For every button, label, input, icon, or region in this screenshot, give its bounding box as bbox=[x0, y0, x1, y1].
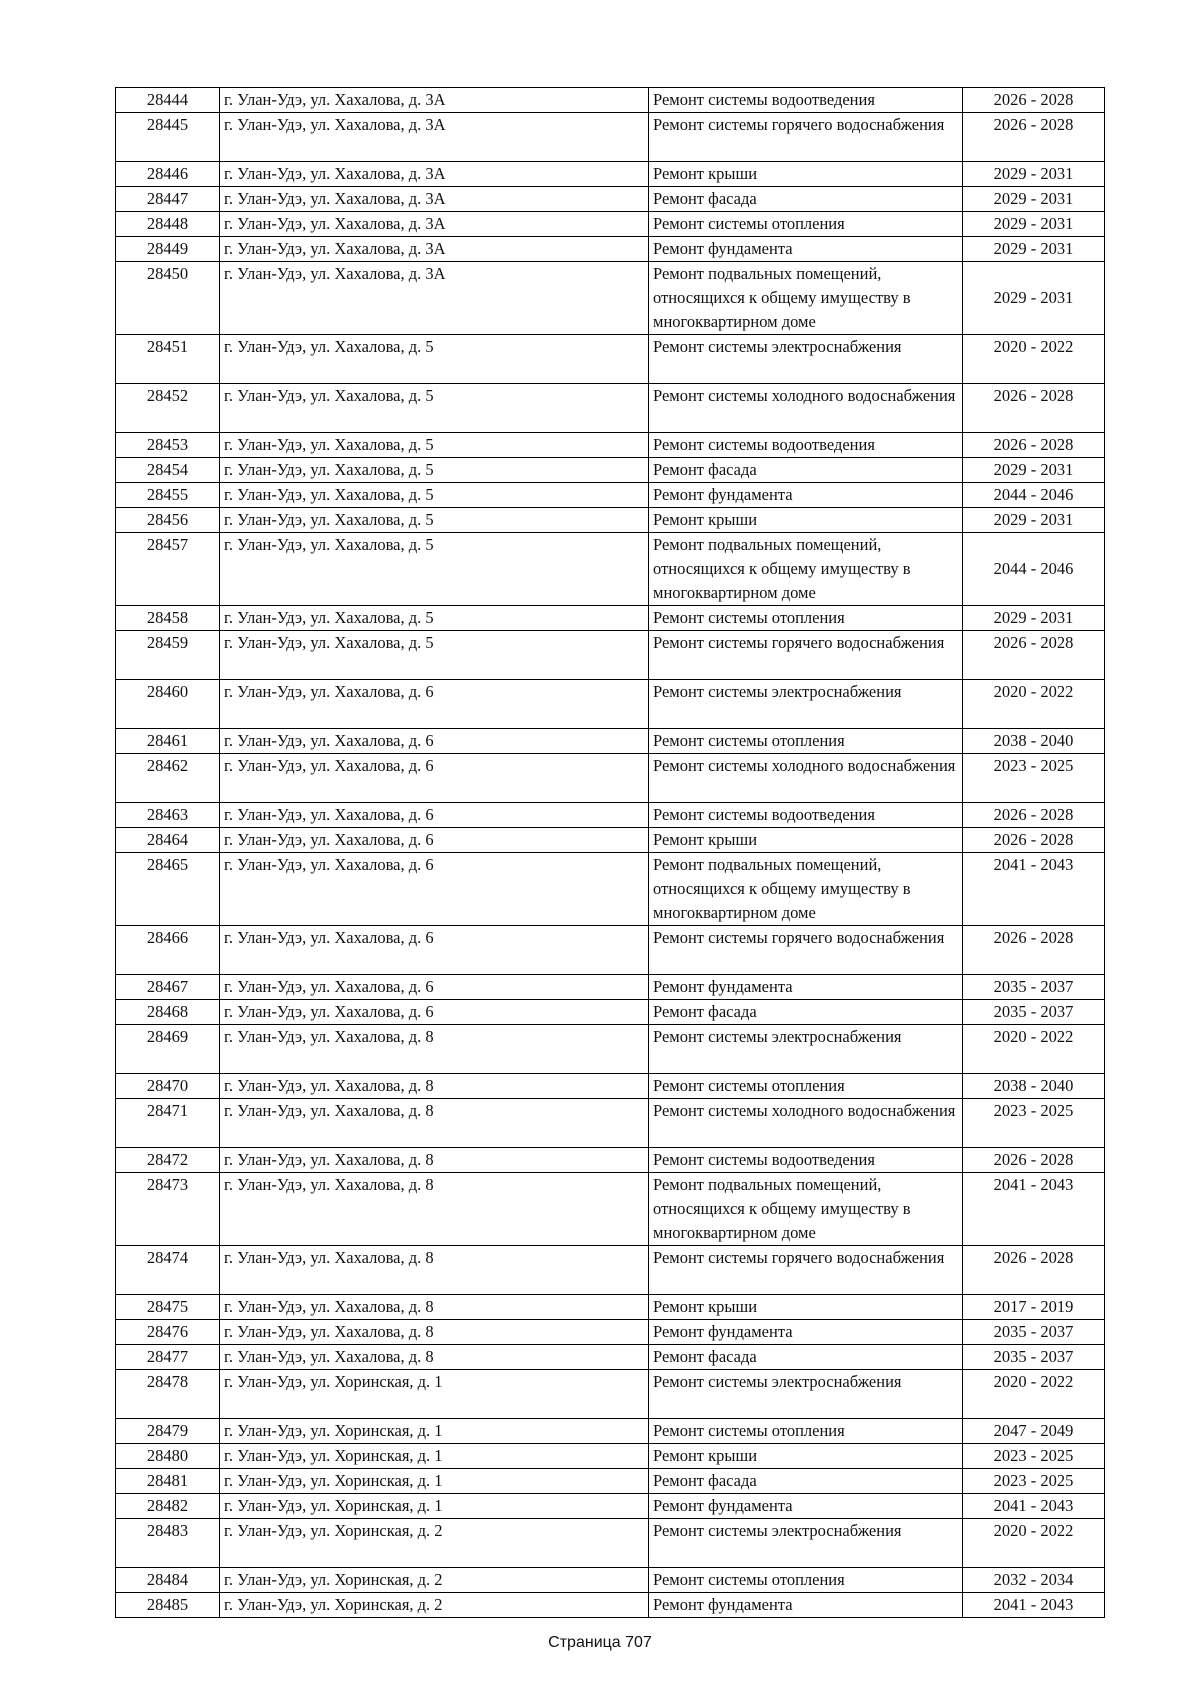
address-cell: г. Улан-Удэ, ул. Хоринская, д. 1 bbox=[220, 1444, 649, 1469]
period-cell: 2029 - 2031 bbox=[963, 458, 1105, 483]
address-cell: г. Улан-Удэ, ул. Хахалова, д. 6 bbox=[220, 926, 649, 975]
address-cell: г. Улан-Удэ, ул. Хахалова, д. 6 bbox=[220, 828, 649, 853]
period-cell: 2023 - 2025 bbox=[963, 1444, 1105, 1469]
table-row bbox=[116, 483, 1105, 508]
table-row bbox=[116, 335, 1105, 384]
row-number-cell: 28453 bbox=[116, 433, 220, 458]
table-row bbox=[116, 508, 1105, 533]
table-row bbox=[116, 384, 1105, 433]
row-number-cell: 28462 bbox=[116, 754, 220, 803]
period-cell: 2029 - 2031 bbox=[963, 508, 1105, 533]
table-row bbox=[116, 803, 1105, 828]
address-cell: г. Улан-Удэ, ул. Хоринская, д. 2 bbox=[220, 1568, 649, 1593]
table-row bbox=[116, 1444, 1105, 1469]
address-cell: г. Улан-Удэ, ул. Хахалова, д. 8 bbox=[220, 1074, 649, 1099]
period-cell: 2020 - 2022 bbox=[963, 335, 1105, 384]
work-type-cell: Ремонт системы отопления bbox=[649, 212, 963, 237]
table-row bbox=[116, 162, 1105, 187]
row-number-cell: 28449 bbox=[116, 237, 220, 262]
row-number-cell: 28461 bbox=[116, 729, 220, 754]
period-cell: 2026 - 2028 bbox=[963, 113, 1105, 162]
row-number-cell: 28455 bbox=[116, 483, 220, 508]
address-cell: г. Улан-Удэ, ул. Хахалова, д. 6 bbox=[220, 754, 649, 803]
work-type-cell: Ремонт системы отопления bbox=[649, 1568, 963, 1593]
work-type-cell: Ремонт крыши bbox=[649, 1295, 963, 1320]
work-type-cell: Ремонт системы водоотведения bbox=[649, 88, 963, 113]
table-row bbox=[116, 1593, 1105, 1618]
work-type-cell: Ремонт системы холодного водоснабжения bbox=[649, 384, 963, 433]
period-cell: 2038 - 2040 bbox=[963, 1074, 1105, 1099]
period-cell: 2029 - 2031 bbox=[963, 212, 1105, 237]
row-number-cell: 28478 bbox=[116, 1370, 220, 1419]
period-cell: 2035 - 2037 bbox=[963, 975, 1105, 1000]
row-number-cell: 28480 bbox=[116, 1444, 220, 1469]
period-cell: 2029 - 2031 bbox=[963, 262, 1105, 335]
table-row bbox=[116, 212, 1105, 237]
table-row bbox=[116, 853, 1105, 926]
row-number-cell: 28465 bbox=[116, 853, 220, 926]
work-type-cell: Ремонт системы горячего водоснабжения bbox=[649, 1246, 963, 1295]
work-type-cell: Ремонт системы холодного водоснабжения bbox=[649, 754, 963, 803]
work-type-cell: Ремонт системы электроснабжения bbox=[649, 1370, 963, 1419]
table-row bbox=[116, 1025, 1105, 1074]
period-cell: 2035 - 2037 bbox=[963, 1345, 1105, 1370]
period-cell: 2041 - 2043 bbox=[963, 853, 1105, 926]
address-cell: г. Улан-Удэ, ул. Хахалова, д. 5 bbox=[220, 458, 649, 483]
table-row bbox=[116, 1099, 1105, 1148]
address-cell: г. Улан-Удэ, ул. Хахалова, д. 6 bbox=[220, 975, 649, 1000]
address-cell: г. Улан-Удэ, ул. Хоринская, д. 1 bbox=[220, 1370, 649, 1419]
row-number-cell: 28479 bbox=[116, 1419, 220, 1444]
address-cell: г. Улан-Удэ, ул. Хахалова, д. 6 bbox=[220, 680, 649, 729]
period-cell: 2047 - 2049 bbox=[963, 1419, 1105, 1444]
period-cell: 2041 - 2043 bbox=[963, 1593, 1105, 1618]
work-type-cell: Ремонт крыши bbox=[649, 828, 963, 853]
table-row bbox=[116, 1148, 1105, 1173]
address-cell: г. Улан-Удэ, ул. Хахалова, д. 8 bbox=[220, 1099, 649, 1148]
row-number-cell: 28475 bbox=[116, 1295, 220, 1320]
period-cell: 2026 - 2028 bbox=[963, 631, 1105, 680]
address-cell: г. Улан-Удэ, ул. Хахалова, д. 8 bbox=[220, 1345, 649, 1370]
period-cell: 2026 - 2028 bbox=[963, 926, 1105, 975]
row-number-cell: 28477 bbox=[116, 1345, 220, 1370]
work-type-cell: Ремонт крыши bbox=[649, 508, 963, 533]
table-row bbox=[116, 1000, 1105, 1025]
period-cell: 2041 - 2043 bbox=[963, 1494, 1105, 1519]
work-type-cell: Ремонт фундамента bbox=[649, 483, 963, 508]
work-type-cell: Ремонт системы отопления bbox=[649, 1074, 963, 1099]
address-cell: г. Улан-Удэ, ул. Хахалова, д. 6 bbox=[220, 803, 649, 828]
row-number-cell: 28468 bbox=[116, 1000, 220, 1025]
address-cell: г. Улан-Удэ, ул. Хахалова, д. 3А bbox=[220, 88, 649, 113]
address-cell: г. Улан-Удэ, ул. Хоринская, д. 1 bbox=[220, 1419, 649, 1444]
work-type-cell: Ремонт системы горячего водоснабжения bbox=[649, 631, 963, 680]
address-cell: г. Улан-Удэ, ул. Хахалова, д. 5 bbox=[220, 631, 649, 680]
work-type-cell: Ремонт системы отопления bbox=[649, 606, 963, 631]
work-type-cell: Ремонт системы водоотведения bbox=[649, 803, 963, 828]
table-row bbox=[116, 1345, 1105, 1370]
address-cell: г. Улан-Удэ, ул. Хахалова, д. 5 bbox=[220, 433, 649, 458]
work-type-cell: Ремонт фасада bbox=[649, 1000, 963, 1025]
row-number-cell: 28476 bbox=[116, 1320, 220, 1345]
address-cell: г. Улан-Удэ, ул. Хахалова, д. 6 bbox=[220, 1000, 649, 1025]
address-cell: г. Улан-Удэ, ул. Хахалова, д. 3А bbox=[220, 212, 649, 237]
row-number-cell: 28444 bbox=[116, 88, 220, 113]
period-cell: 2020 - 2022 bbox=[963, 680, 1105, 729]
work-type-cell: Ремонт подвальных помещений, относящихся к общему имуществу в многоквартирном доме bbox=[649, 533, 963, 606]
period-cell: 2026 - 2028 bbox=[963, 828, 1105, 853]
period-cell: 2038 - 2040 bbox=[963, 729, 1105, 754]
address-cell: г. Улан-Удэ, ул. Хахалова, д. 3А bbox=[220, 113, 649, 162]
table-row bbox=[116, 680, 1105, 729]
row-number-cell: 28457 bbox=[116, 533, 220, 606]
period-cell: 2029 - 2031 bbox=[963, 237, 1105, 262]
table-row bbox=[116, 828, 1105, 853]
address-cell: г. Улан-Удэ, ул. Хахалова, д. 3А bbox=[220, 262, 649, 335]
address-cell: г. Улан-Удэ, ул. Хахалова, д. 5 bbox=[220, 335, 649, 384]
address-cell: г. Улан-Удэ, ул. Хахалова, д. 8 bbox=[220, 1295, 649, 1320]
work-type-cell: Ремонт системы водоотведения bbox=[649, 1148, 963, 1173]
period-cell: 2026 - 2028 bbox=[963, 88, 1105, 113]
row-number-cell: 28472 bbox=[116, 1148, 220, 1173]
table-row bbox=[116, 975, 1105, 1000]
address-cell: г. Улан-Удэ, ул. Хахалова, д. 6 bbox=[220, 853, 649, 926]
row-number-cell: 28456 bbox=[116, 508, 220, 533]
table-row bbox=[116, 1295, 1105, 1320]
work-type-cell: Ремонт фундамента bbox=[649, 1320, 963, 1345]
row-number-cell: 28484 bbox=[116, 1568, 220, 1593]
work-type-cell: Ремонт фасада bbox=[649, 1345, 963, 1370]
address-cell: г. Улан-Удэ, ул. Хоринская, д. 2 bbox=[220, 1593, 649, 1618]
period-cell: 2026 - 2028 bbox=[963, 1148, 1105, 1173]
table-row bbox=[116, 729, 1105, 754]
work-type-cell: Ремонт системы холодного водоснабжения bbox=[649, 1099, 963, 1148]
table-row bbox=[116, 1246, 1105, 1295]
table-row bbox=[116, 1173, 1105, 1246]
row-number-cell: 28454 bbox=[116, 458, 220, 483]
row-number-cell: 28452 bbox=[116, 384, 220, 433]
work-type-cell: Ремонт фундамента bbox=[649, 1593, 963, 1618]
table-row bbox=[116, 458, 1105, 483]
table-row bbox=[116, 1074, 1105, 1099]
row-number-cell: 28471 bbox=[116, 1099, 220, 1148]
row-number-cell: 28481 bbox=[116, 1469, 220, 1494]
work-type-cell: Ремонт фундамента bbox=[649, 237, 963, 262]
work-type-cell: Ремонт системы электроснабжения bbox=[649, 680, 963, 729]
address-cell: г. Улан-Удэ, ул. Хахалова, д. 3А bbox=[220, 187, 649, 212]
address-cell: г. Улан-Удэ, ул. Хахалова, д. 5 bbox=[220, 606, 649, 631]
table-row bbox=[116, 1494, 1105, 1519]
table-row bbox=[116, 754, 1105, 803]
work-type-cell: Ремонт системы электроснабжения bbox=[649, 1519, 963, 1568]
row-number-cell: 28445 bbox=[116, 113, 220, 162]
row-number-cell: 28458 bbox=[116, 606, 220, 631]
period-cell: 2017 - 2019 bbox=[963, 1295, 1105, 1320]
table-row bbox=[116, 187, 1105, 212]
address-cell: г. Улан-Удэ, ул. Хахалова, д. 6 bbox=[220, 729, 649, 754]
row-number-cell: 28469 bbox=[116, 1025, 220, 1074]
address-cell: г. Улан-Удэ, ул. Хахалова, д. 5 bbox=[220, 533, 649, 606]
work-type-cell: Ремонт системы электроснабжения bbox=[649, 335, 963, 384]
address-cell: г. Улан-Удэ, ул. Хахалова, д. 8 bbox=[220, 1148, 649, 1173]
work-type-cell: Ремонт подвальных помещений, относящихся к общему имуществу в многоквартирном доме bbox=[649, 1173, 963, 1246]
address-cell: г. Улан-Удэ, ул. Хахалова, д. 5 bbox=[220, 508, 649, 533]
table-row bbox=[116, 926, 1105, 975]
period-cell: 2035 - 2037 bbox=[963, 1000, 1105, 1025]
address-cell: г. Улан-Удэ, ул. Хахалова, д. 8 bbox=[220, 1173, 649, 1246]
table-row bbox=[116, 262, 1105, 335]
row-number-cell: 28446 bbox=[116, 162, 220, 187]
period-cell: 2035 - 2037 bbox=[963, 1320, 1105, 1345]
table-row bbox=[116, 1370, 1105, 1419]
period-cell: 2026 - 2028 bbox=[963, 803, 1105, 828]
period-cell: 2026 - 2028 bbox=[963, 1246, 1105, 1295]
period-cell: 2020 - 2022 bbox=[963, 1025, 1105, 1074]
period-cell: 2023 - 2025 bbox=[963, 1099, 1105, 1148]
address-cell: г. Улан-Удэ, ул. Хахалова, д. 8 bbox=[220, 1246, 649, 1295]
table-row bbox=[116, 1469, 1105, 1494]
row-number-cell: 28470 bbox=[116, 1074, 220, 1099]
table-row bbox=[116, 606, 1105, 631]
row-number-cell: 28450 bbox=[116, 262, 220, 335]
period-cell: 2023 - 2025 bbox=[963, 754, 1105, 803]
row-number-cell: 28473 bbox=[116, 1173, 220, 1246]
row-number-cell: 28464 bbox=[116, 828, 220, 853]
table-row bbox=[116, 1320, 1105, 1345]
period-cell: 2032 - 2034 bbox=[963, 1568, 1105, 1593]
address-cell: г. Улан-Удэ, ул. Хахалова, д. 3А bbox=[220, 162, 649, 187]
work-type-cell: Ремонт подвальных помещений, относящихся к общему имуществу в многоквартирном доме bbox=[649, 853, 963, 926]
period-cell: 2029 - 2031 bbox=[963, 606, 1105, 631]
work-type-cell: Ремонт крыши bbox=[649, 162, 963, 187]
period-cell: 2044 - 2046 bbox=[963, 483, 1105, 508]
row-number-cell: 28482 bbox=[116, 1494, 220, 1519]
row-number-cell: 28451 bbox=[116, 335, 220, 384]
work-type-cell: Ремонт фундамента bbox=[649, 1494, 963, 1519]
period-cell: 2044 - 2046 bbox=[963, 533, 1105, 606]
address-cell: г. Улан-Удэ, ул. Хахалова, д. 3А bbox=[220, 237, 649, 262]
work-type-cell: Ремонт подвальных помещений, относящихся к общему имуществу в многоквартирном доме bbox=[649, 262, 963, 335]
table-row bbox=[116, 88, 1105, 113]
row-number-cell: 28474 bbox=[116, 1246, 220, 1295]
table-row bbox=[116, 533, 1105, 606]
row-number-cell: 28447 bbox=[116, 187, 220, 212]
row-number-cell: 28467 bbox=[116, 975, 220, 1000]
page-number: Страница 707 bbox=[548, 1634, 652, 1651]
address-cell: г. Улан-Удэ, ул. Хахалова, д. 8 bbox=[220, 1320, 649, 1345]
work-type-cell: Ремонт фасада bbox=[649, 458, 963, 483]
address-cell: г. Улан-Удэ, ул. Хахалова, д. 8 bbox=[220, 1025, 649, 1074]
period-cell: 2023 - 2025 bbox=[963, 1469, 1105, 1494]
work-type-cell: Ремонт системы электроснабжения bbox=[649, 1025, 963, 1074]
table-row bbox=[116, 113, 1105, 162]
row-number-cell: 28485 bbox=[116, 1593, 220, 1618]
table-row bbox=[116, 1419, 1105, 1444]
table-row bbox=[116, 433, 1105, 458]
period-cell: 2020 - 2022 bbox=[963, 1370, 1105, 1419]
work-type-cell: Ремонт системы горячего водоснабжения bbox=[649, 113, 963, 162]
row-number-cell: 28466 bbox=[116, 926, 220, 975]
period-cell: 2026 - 2028 bbox=[963, 384, 1105, 433]
row-number-cell: 28460 bbox=[116, 680, 220, 729]
table-row bbox=[116, 1568, 1105, 1593]
row-number-cell: 28448 bbox=[116, 212, 220, 237]
work-type-cell: Ремонт фасада bbox=[649, 1469, 963, 1494]
address-cell: г. Улан-Удэ, ул. Хоринская, д. 1 bbox=[220, 1469, 649, 1494]
table-row bbox=[116, 631, 1105, 680]
address-cell: г. Улан-Удэ, ул. Хоринская, д. 1 bbox=[220, 1494, 649, 1519]
address-cell: г. Улан-Удэ, ул. Хахалова, д. 5 bbox=[220, 483, 649, 508]
row-number-cell: 28483 bbox=[116, 1519, 220, 1568]
period-cell: 2026 - 2028 bbox=[963, 433, 1105, 458]
period-cell: 2041 - 2043 bbox=[963, 1173, 1105, 1246]
period-cell: 2029 - 2031 bbox=[963, 162, 1105, 187]
table-body bbox=[116, 88, 1105, 1618]
table-row bbox=[116, 1519, 1105, 1568]
period-cell: 2020 - 2022 bbox=[963, 1519, 1105, 1568]
row-number-cell: 28463 bbox=[116, 803, 220, 828]
work-type-cell: Ремонт системы отопления bbox=[649, 1419, 963, 1444]
work-type-cell: Ремонт фасада bbox=[649, 187, 963, 212]
work-type-cell: Ремонт фундамента bbox=[649, 975, 963, 1000]
work-type-cell: Ремонт системы водоотведения bbox=[649, 433, 963, 458]
table-row bbox=[116, 237, 1105, 262]
address-cell: г. Улан-Удэ, ул. Хоринская, д. 2 bbox=[220, 1519, 649, 1568]
work-type-cell: Ремонт крыши bbox=[649, 1444, 963, 1469]
row-number-cell: 28459 bbox=[116, 631, 220, 680]
capital-repair-table bbox=[115, 87, 1105, 1618]
address-cell: г. Улан-Удэ, ул. Хахалова, д. 5 bbox=[220, 384, 649, 433]
work-type-cell: Ремонт системы горячего водоснабжения bbox=[649, 926, 963, 975]
period-cell: 2029 - 2031 bbox=[963, 187, 1105, 212]
work-type-cell: Ремонт системы отопления bbox=[649, 729, 963, 754]
